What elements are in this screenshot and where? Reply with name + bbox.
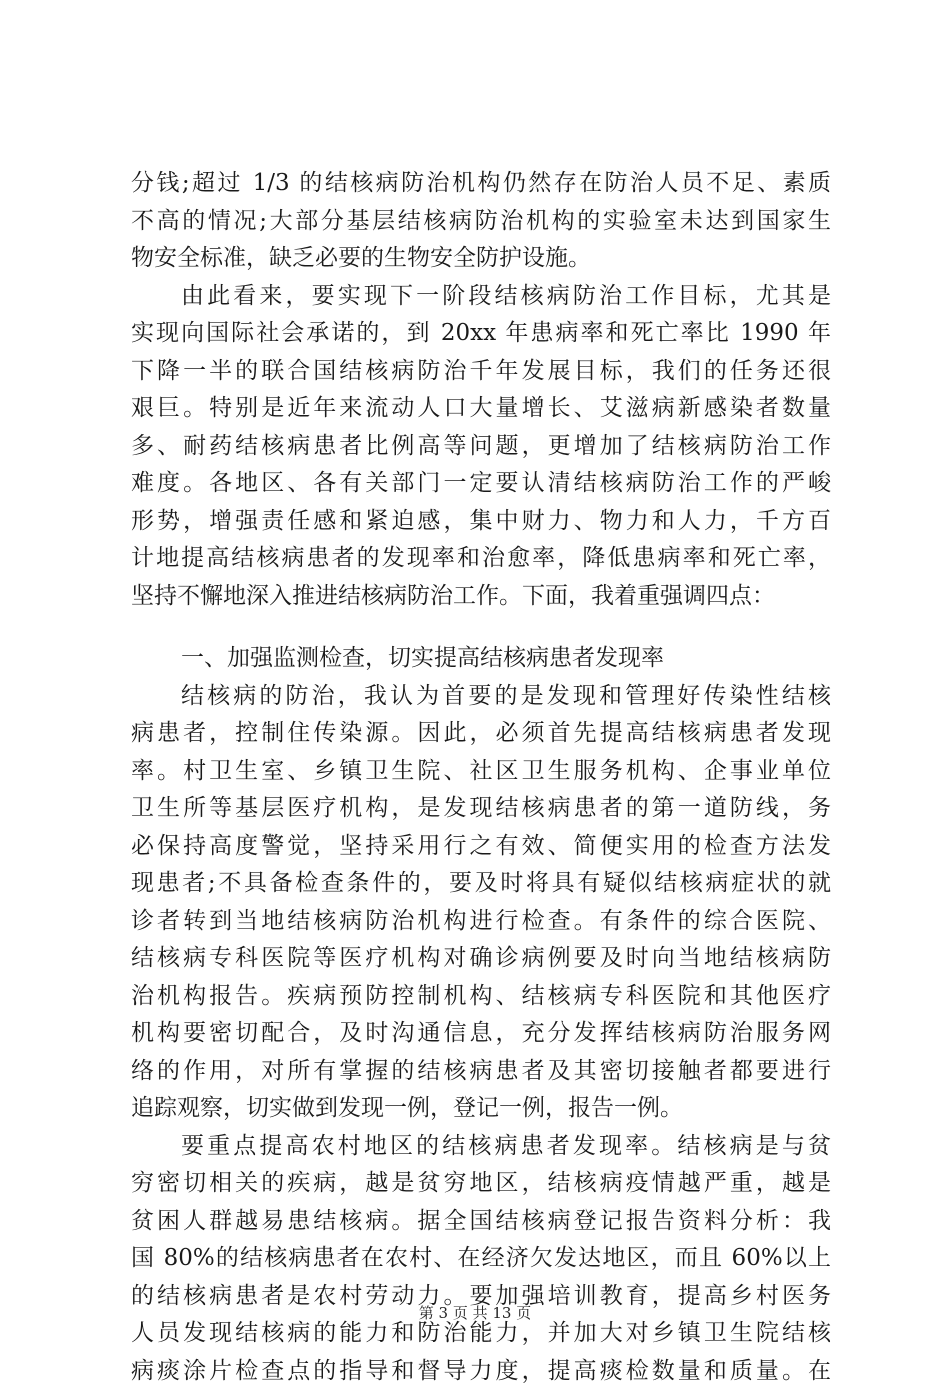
- text-line: 难度。各地区、各有关部门一定要认清结核病防治工作的严峻: [131, 465, 831, 503]
- text-line: 治机构报告。疾病预防控制机构、结核病专科医院和其他医疗: [131, 978, 831, 1016]
- text-line: 分钱;超过 1/3 的结核病防治机构仍然存在防治人员不足、素质: [131, 165, 831, 203]
- text-line: 人员发现结核病的能力和防治能力，并加大对乡镇卫生院结核: [131, 1315, 831, 1353]
- text-line: 由此看来，要实现下一阶段结核病防治工作目标，尤其是: [131, 278, 831, 316]
- text-line: 结核病专科医院等医疗机构对确诊病例要及时向当地结核病防: [131, 940, 831, 978]
- text-line: 的结核病患者是农村劳动力。要加强培训教育，提高乡村医务: [131, 1278, 831, 1316]
- text-line: 络的作用，对所有掌握的结核病患者及其密切接触者都要进行: [131, 1053, 831, 1091]
- text-line: 病痰涂片检查点的指导和督导力度，提高痰检数量和质量。在: [131, 1353, 831, 1390]
- text-line: 贫困人群越易患结核病。据全国结核病登记报告资料分析：我: [131, 1203, 831, 1241]
- text-line: 多、耐药结核病患者比例高等问题，更增加了结核病防治工作: [131, 428, 831, 466]
- document-body: [131, 165, 831, 1390]
- text-line: 要重点提高农村地区的结核病患者发现率。结核病是与贫: [131, 1128, 831, 1166]
- text-line: 病患者，控制住传染源。因此，必须首先提高结核病患者发现: [131, 715, 831, 753]
- page-number-footer: 第 3 页 共 13 页: [0, 1302, 950, 1323]
- text-line: 下降一半的联合国结核病防治千年发展目标，我们的任务还很: [131, 353, 831, 391]
- text-line: 坚持不懈地深入推进结核病防治工作。下面，我着重强调四点：: [131, 578, 831, 616]
- text-line: 实现向国际社会承诺的，到 20xx 年患病率和死亡率比 1990 年: [131, 315, 831, 353]
- text-line: 率。村卫生室、乡镇卫生院、社区卫生服务机构、企事业单位: [131, 753, 831, 791]
- text-line: 国 80%的结核病患者在农村、在经济欠发达地区，而且 60%以上: [131, 1240, 831, 1278]
- text-line: 艰巨。特别是近年来流动人口大量增长、艾滋病新感染者数量: [131, 390, 831, 428]
- text-line: 不高的情况;大部分基层结核病防治机构的实验室未达到国家生: [131, 203, 831, 241]
- text-line: 追踪观察，切实做到发现一例，登记一例，报告一例。: [131, 1090, 831, 1128]
- paragraph-rural: [131, 1128, 831, 1390]
- paragraph-detection: [131, 678, 831, 1128]
- text-line: 计地提高结核病患者的发现率和治愈率，降低患病率和死亡率，: [131, 540, 831, 578]
- text-line: 卫生所等基层医疗机构，是发现结核病患者的第一道防线，务: [131, 790, 831, 828]
- spacer: [131, 615, 831, 640]
- text-line: 物安全标准，缺乏必要的生物安全防护设施。: [131, 240, 831, 278]
- text-line: 必保持高度警觉，坚持采用行之有效、简便实用的检查方法发: [131, 828, 831, 866]
- paragraph-continued: [131, 165, 831, 278]
- paragraph-outlook: [131, 278, 831, 616]
- text-line: 结核病的防治，我认为首要的是发现和管理好传染性结核: [131, 678, 831, 716]
- text-line: 形势，增强责任感和紧迫感，集中财力、物力和人力，千方百: [131, 503, 831, 541]
- text-line: 穷密切相关的疾病，越是贫穷地区，结核病疫情越严重，越是: [131, 1165, 831, 1203]
- text-line: 机构要密切配合，及时沟通信息，充分发挥结核病防治服务网: [131, 1015, 831, 1053]
- text-line: 诊者转到当地结核病防治机构进行检查。有条件的综合医院、: [131, 903, 831, 941]
- section-heading: 一、加强监测检查，切实提高结核病患者发现率: [131, 640, 831, 678]
- text-line: 现患者;不具备检查条件的，要及时将具有疑似结核病症状的就: [131, 865, 831, 903]
